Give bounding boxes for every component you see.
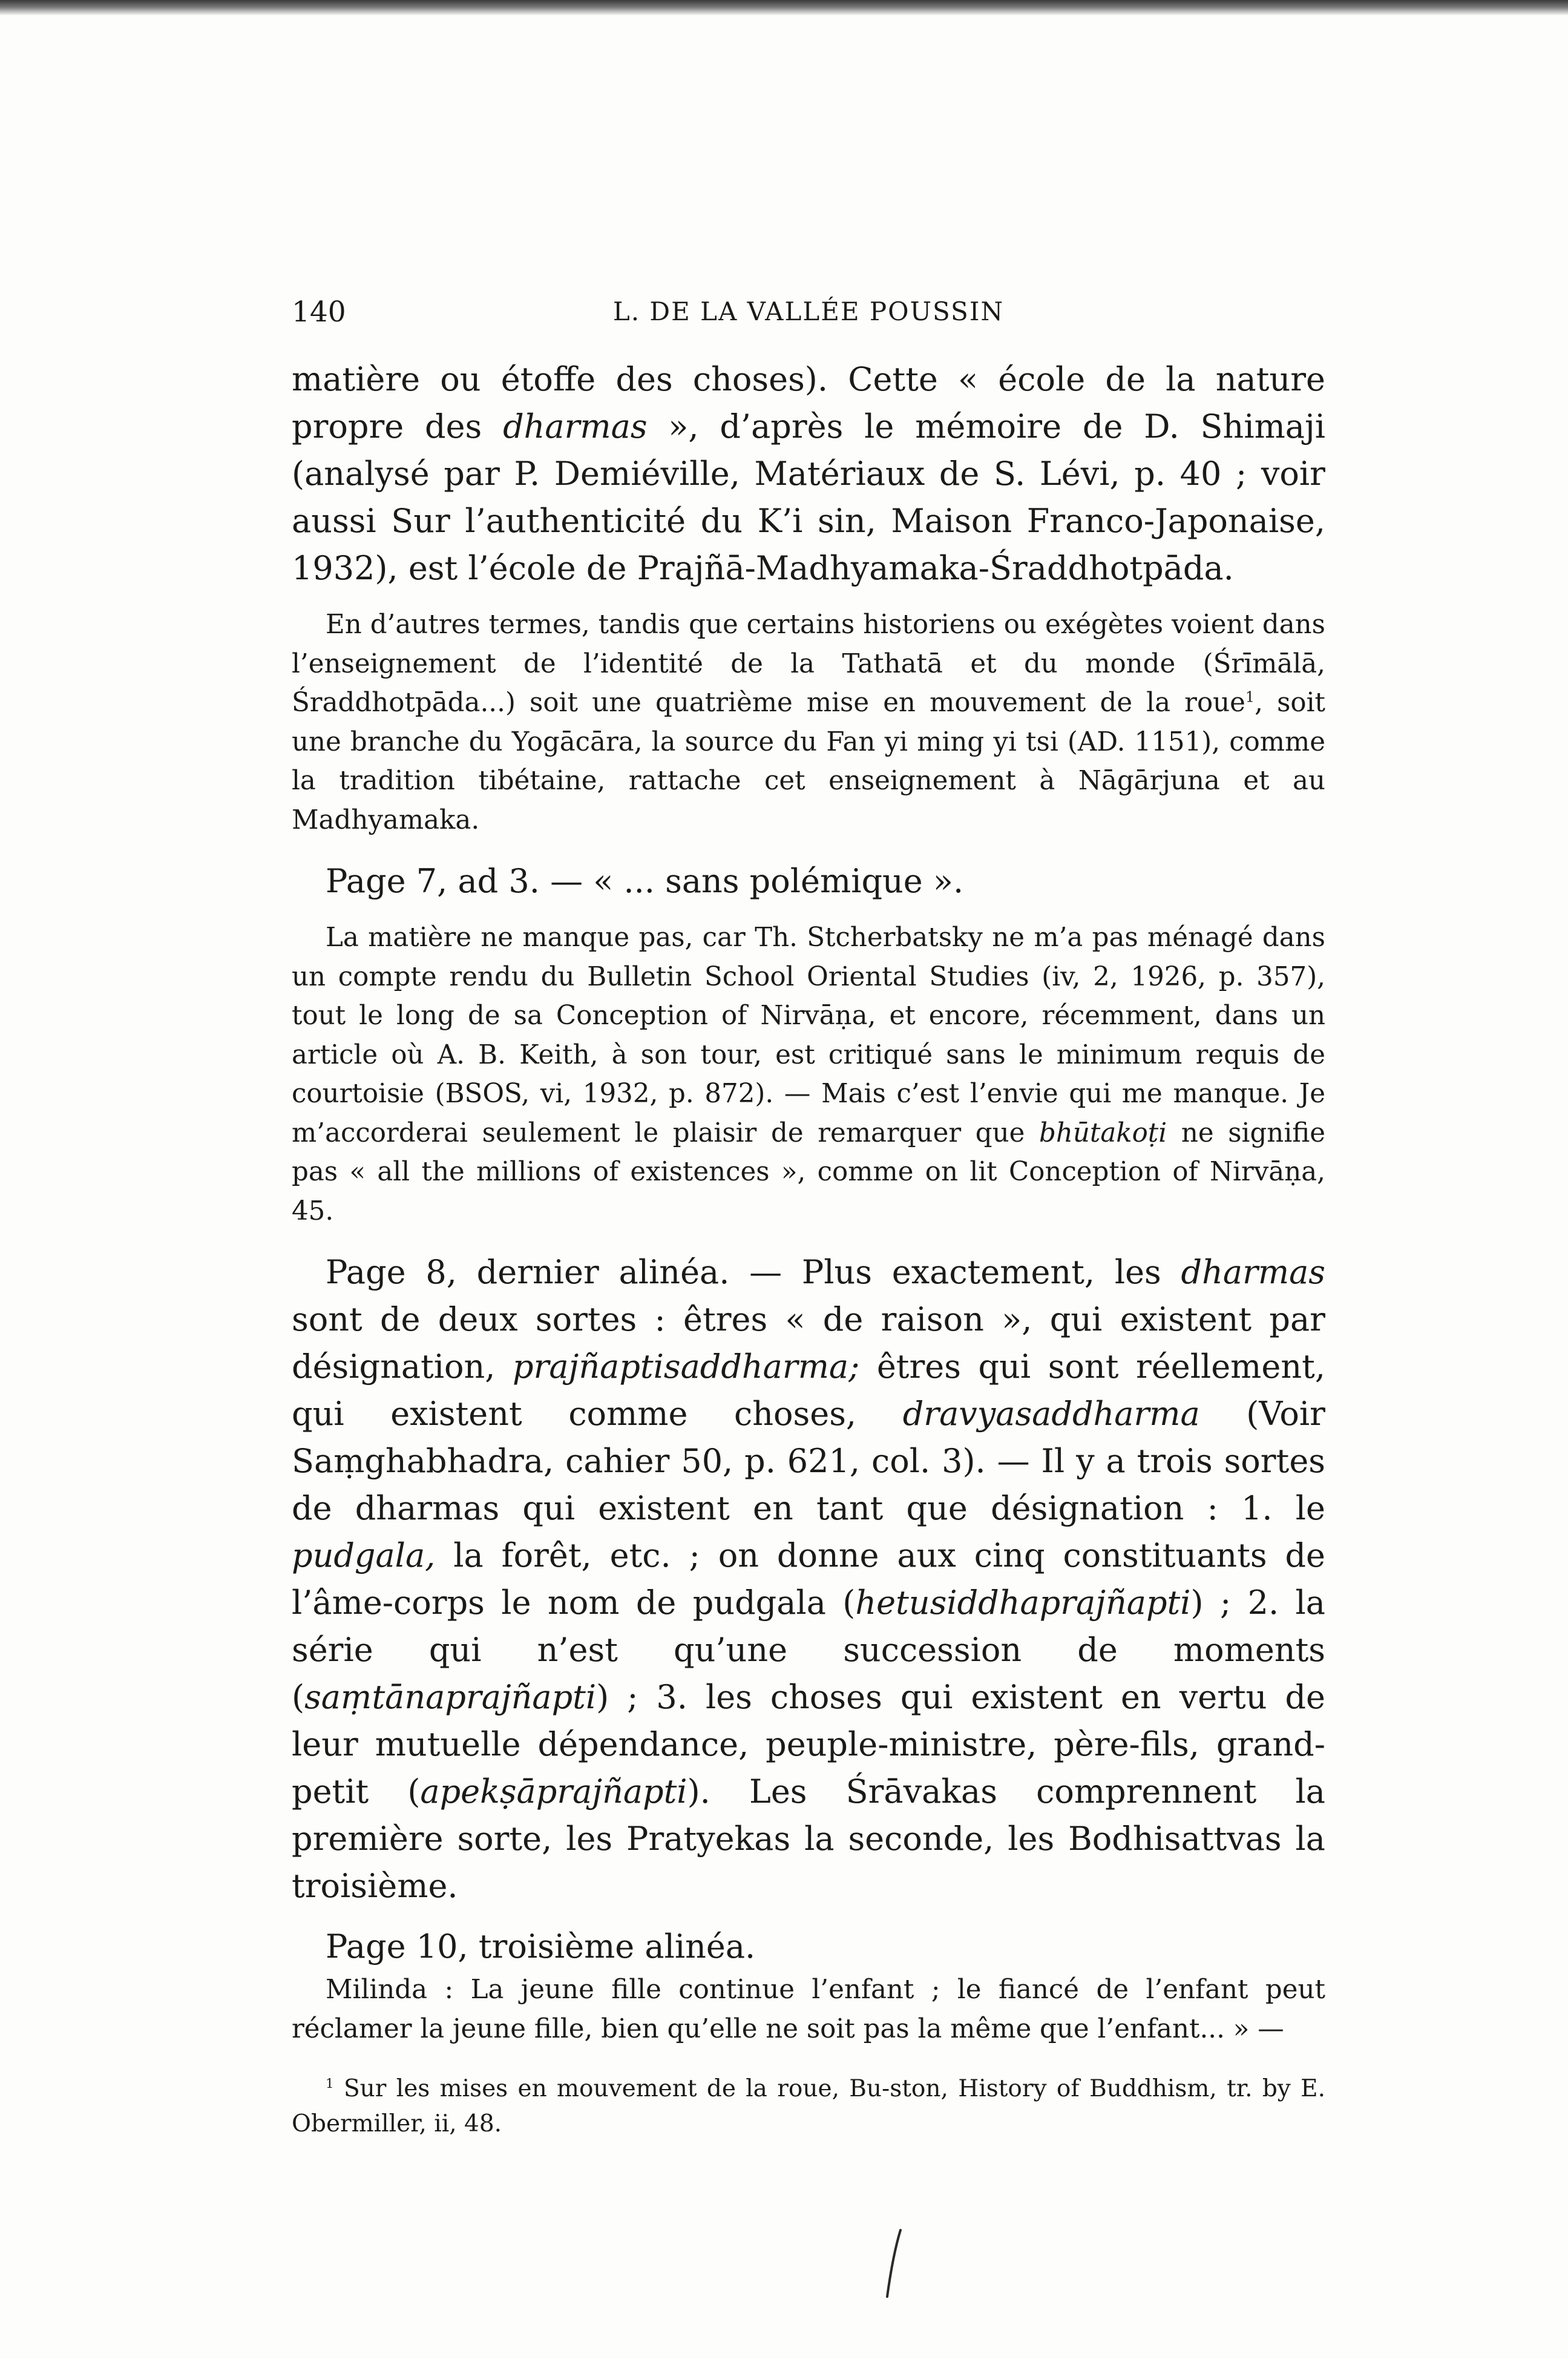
italic-term: saṃtānaprajñapti xyxy=(304,1678,597,1716)
paragraph-small-identity xyxy=(292,605,1325,840)
text-run: ) ; 2. la série qui n’est qu’une succession de moments ( xyxy=(292,1584,1325,1716)
footnote-text: Sur les mises en mouvement de la roue, Bu-ston, History of Buddhism, tr. by E. Obermiller, ii, 48. xyxy=(292,2075,1325,2137)
section-heading-page-7: Page 7, ad 3. — « ... sans polémique ». xyxy=(326,862,964,900)
footnote xyxy=(292,2071,1325,2142)
italic-term: dravyasaddharma xyxy=(902,1395,1200,1433)
footnote-reference: 1 xyxy=(1245,688,1255,706)
italic-term: dharmas xyxy=(1181,1253,1325,1291)
italic-term: hetusiddhaprajñapti xyxy=(855,1584,1191,1622)
italic-term: bhūtakoṭi xyxy=(1038,1117,1167,1148)
text-run: sont de deux sortes : êtres « de raison », qui existent par désignation, xyxy=(292,1300,1325,1386)
section-heading-page-10: Page 10, troisième alinéa. xyxy=(326,1927,756,1966)
italic-term: dharmas xyxy=(503,407,648,446)
text-run: , soit une branche du Yogācāra, la source du Fan yi ming yi tsi (AD. 1151), comme la tradition tibétaine, rattache cet enseignement à Nāgārjuna et au Madhyamaka. xyxy=(292,688,1325,835)
text-run: êtres qui sont réellement, qui existent comme choses, xyxy=(292,1347,1325,1433)
running-title: L. DE LA VALLÉE POUSSIN xyxy=(612,297,1005,326)
italic-term: pudgala, xyxy=(292,1536,436,1574)
text-run: ). Les Śrāvakas comprennent la première sorte, les Pratyekas la seconde, les Bodhisattvas la troisième. xyxy=(292,1772,1325,1905)
paragraph-page-8 xyxy=(292,1249,1325,1910)
paragraph-small-milinda: Milinda : La jeune fille continue l’enfant ; le fiancé de l’enfant peut réclamer la jeune fille, bien qu’elle ne soit pas la même que l’enfant... » — xyxy=(292,1975,1325,2044)
text-run: En d’autres termes, tandis que certains historiens ou exégètes voient dans l’enseignement de l’identité de la Tathatā et du monde (Śrīmālā, Śraddhotpāda...) soit une quatrième mise en mouvement de la roue xyxy=(292,610,1325,718)
running-header xyxy=(292,285,1325,333)
page-number: 140 xyxy=(292,295,346,329)
text-run: Page 8, dernier alinéa. — Plus exactement, les xyxy=(326,1253,1181,1291)
text-run: ne signifie pas « all the millions of existences », comme on lit Conception of Nirvāṇa, 45. xyxy=(292,1117,1325,1226)
italic-term: prajñaptisaddharma; xyxy=(513,1347,860,1386)
text-run: matière ou étoffe des choses). Cette « école de la nature propre des xyxy=(292,360,1325,446)
text-run: ) ; 3. les choses qui existent en vertu de leur mutuelle dépendance, peuple-ministre, père-fils, grand-petit ( xyxy=(292,1678,1325,1811)
text-run: la forêt, etc. ; on donne aux cinq constituants de l’âme-corps le nom de pudgala ( xyxy=(292,1536,1325,1622)
scan-top-edge xyxy=(0,0,1568,16)
footnote-marker: 1 xyxy=(326,2076,334,2091)
paragraph-small-polemic xyxy=(292,918,1325,1231)
pen-stroke-mark xyxy=(882,2228,907,2300)
book-page xyxy=(292,285,1325,2142)
text-run: La matière ne manque pas, car Th. Stcherbatsky ne m’a pas ménagé dans un compte rendu du Bulletin School Oriental Studies (iv, 2, 1926, p. 357), tout le long de sa Conception of Nirvāṇa, et encore, récemment, dans un article où A. B. Keith, à son tour, est critiqué sans le minimum requis de courtoisie (BSOS, vi, 1932, p. 872). — Mais c’est l’envie qui me manque. Je m’accorderai seulement le plaisir de remarquer que xyxy=(292,923,1325,1148)
italic-term: apekṣāprajñapti xyxy=(420,1772,687,1811)
text-run: (Voir Saṃghabhadra, cahier 50, p. 621, col. 3). — Il y a trois sortes de dharmas qui existent en tant que désignation : 1. le xyxy=(292,1395,1325,1527)
paragraph-continuation xyxy=(292,356,1325,592)
text-run: », d’après le mémoire de D. Shimaji (analysé par P. Demiéville, Matériaux de S. Lévi, p. 40 ; voir aussi Sur l’authenticité du K’i sin, Maison Franco-Japonaise, 1932), est l’école de Prajñā-Madhyamaka-Śraddhotpāda. xyxy=(292,407,1326,587)
